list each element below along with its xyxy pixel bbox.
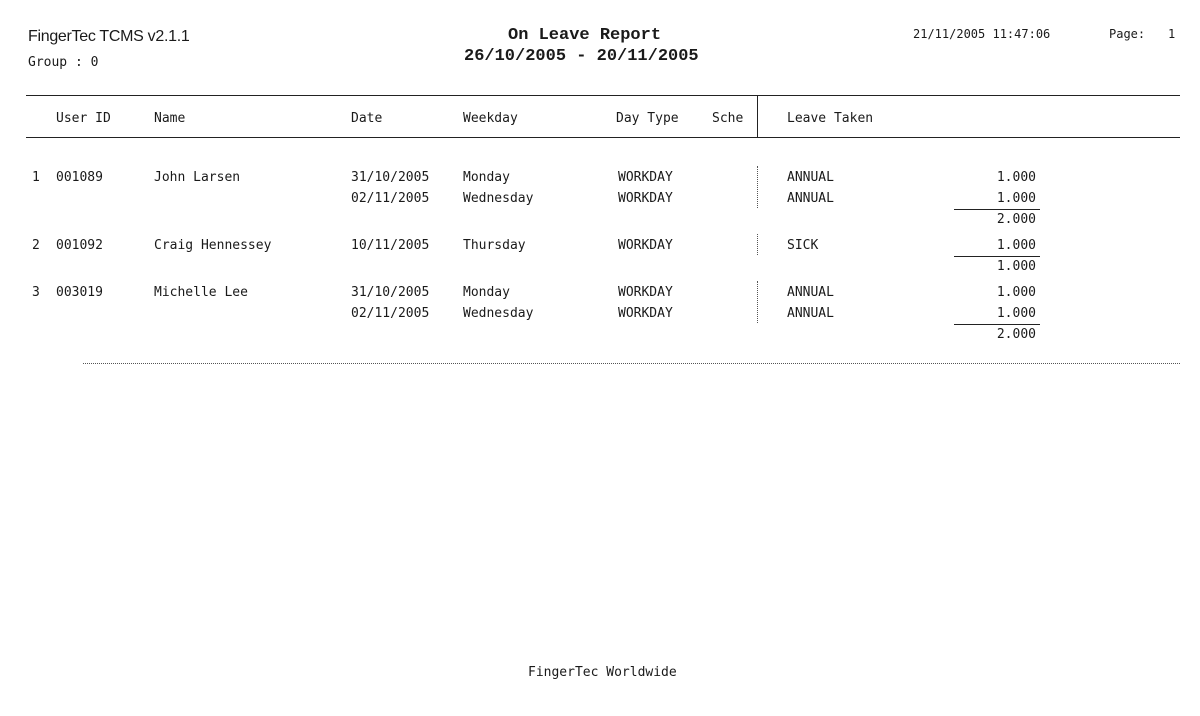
- entry-leave-type: ANNUAL: [787, 170, 834, 185]
- entry-leave-type: ANNUAL: [787, 306, 834, 321]
- entry-weekday: Wednesday: [463, 191, 534, 206]
- footer-dotted-rule: [83, 363, 1180, 364]
- header-bottom-rule: [26, 137, 1180, 138]
- entry-day-type: WORKDAY: [618, 170, 673, 185]
- entry-amount: 1.000: [996, 238, 1036, 253]
- record-total: 2.000: [996, 212, 1036, 227]
- report-timestamp: 21/11/2005 11:47:06: [913, 27, 1051, 41]
- entry-date: 31/10/2005: [351, 285, 430, 300]
- entry-amount: 1.000: [996, 170, 1036, 185]
- column-header-user-id: User ID: [56, 111, 111, 126]
- record-user-id: 001089: [56, 170, 103, 185]
- app-title: FingerTec TCMS v2.1.1: [28, 28, 190, 45]
- column-header-weekday: Weekday: [463, 111, 518, 126]
- entry-amount: 1.000: [996, 191, 1036, 206]
- entry-date: 10/11/2005: [351, 238, 430, 253]
- entry-weekday: Wednesday: [463, 306, 534, 321]
- entry-date: 31/10/2005: [351, 170, 430, 185]
- row-divider: [757, 166, 758, 208]
- record-name: Craig Hennessey: [154, 238, 272, 253]
- page-number: 1: [1168, 27, 1176, 41]
- row-divider: [757, 281, 758, 323]
- record-index: 1: [32, 170, 40, 185]
- record-name: Michelle Lee: [154, 285, 248, 300]
- entry-leave-type: ANNUAL: [787, 191, 834, 206]
- entry-amount: 1.000: [996, 285, 1036, 300]
- record-total: 1.000: [996, 259, 1036, 274]
- entry-date: 02/11/2005: [351, 306, 430, 321]
- entry-weekday: Thursday: [463, 238, 526, 253]
- entry-day-type: WORKDAY: [618, 306, 673, 321]
- report-date-range: 26/10/2005 - 20/11/2005: [464, 47, 699, 66]
- record-total: 2.000: [996, 327, 1036, 342]
- entry-amount: 1.000: [996, 306, 1036, 321]
- record-user-id: 001092: [56, 238, 103, 253]
- subtotal-rule: [954, 209, 1040, 210]
- footer-text: FingerTec Worldwide: [528, 665, 677, 680]
- subtotal-rule: [954, 324, 1040, 325]
- entry-leave-type: SICK: [787, 238, 819, 253]
- entry-day-type: WORKDAY: [618, 191, 673, 206]
- column-header-day-type: Day Type: [616, 111, 679, 126]
- record-name: John Larsen: [154, 170, 241, 185]
- group-label: Group : 0: [28, 55, 99, 70]
- row-divider: [757, 234, 758, 255]
- column-header-name: Name: [154, 111, 186, 126]
- entry-leave-type: ANNUAL: [787, 285, 834, 300]
- page-label: Page:: [1109, 27, 1146, 41]
- subtotal-rule: [954, 256, 1040, 257]
- header-column-divider: [757, 96, 758, 138]
- column-header-leave-taken: Leave Taken: [787, 111, 874, 126]
- header-top-rule: [26, 95, 1180, 96]
- column-header-sche: Sche: [712, 111, 744, 126]
- entry-weekday: Monday: [463, 170, 510, 185]
- record-index: 2: [32, 238, 40, 253]
- entry-day-type: WORKDAY: [618, 285, 673, 300]
- record-user-id: 003019: [56, 285, 103, 300]
- entry-weekday: Monday: [463, 285, 510, 300]
- report-title: On Leave Report: [508, 26, 662, 45]
- entry-date: 02/11/2005: [351, 191, 430, 206]
- column-header-date: Date: [351, 111, 383, 126]
- record-index: 3: [32, 285, 40, 300]
- entry-day-type: WORKDAY: [618, 238, 673, 253]
